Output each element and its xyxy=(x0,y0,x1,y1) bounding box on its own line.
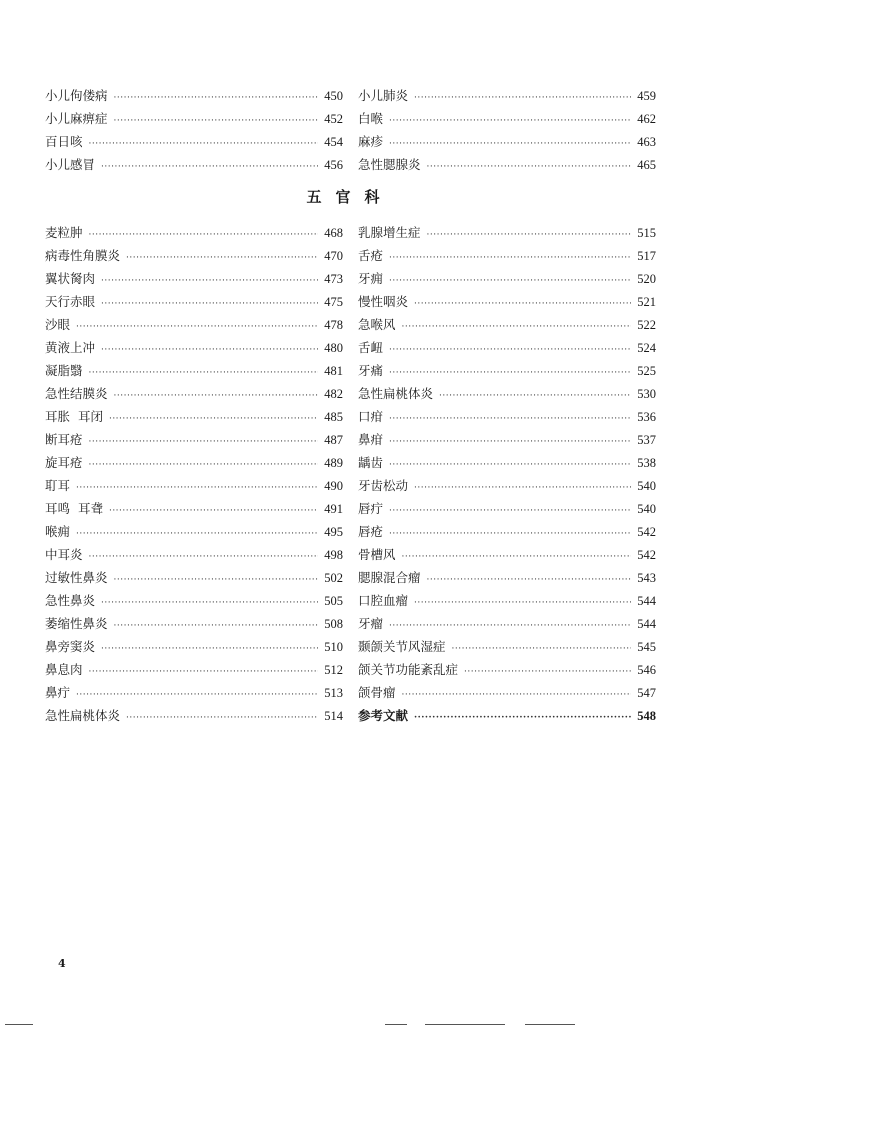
toc-entry-page: 452 xyxy=(324,112,343,126)
dot-leader xyxy=(109,408,318,431)
dot-leader xyxy=(126,707,318,730)
dot-leader xyxy=(402,684,632,707)
dot-leader xyxy=(101,638,318,661)
toc-entry-page: 530 xyxy=(637,387,656,401)
toc-entry-title: 慢性咽炎 xyxy=(358,294,409,309)
toc-entry-title: 百日咳 xyxy=(45,134,83,149)
toc-entry xyxy=(358,313,656,336)
dot-leader xyxy=(389,523,631,546)
dot-leader xyxy=(389,270,631,293)
toc-entry xyxy=(358,267,656,290)
toc-entry-title: 颌骨瘤 xyxy=(358,685,396,700)
toc-entry-title: 急性腮腺炎 xyxy=(358,157,421,172)
toc-entry-title: 喉痈 xyxy=(45,524,71,539)
toc-entry-page: 490 xyxy=(324,479,343,493)
toc-entry xyxy=(358,612,656,635)
toc-entry xyxy=(358,428,656,451)
toc-entry-title: 牙瘤 xyxy=(358,616,384,631)
toc-entry-title: 鼻息肉 xyxy=(45,662,83,677)
toc-entry xyxy=(358,704,656,727)
dot-leader xyxy=(101,339,318,362)
toc-entry-page: 470 xyxy=(324,249,343,263)
toc-entry-title: 小儿佝偻病 xyxy=(45,88,108,103)
toc-entry-page: 456 xyxy=(324,158,343,172)
toc-pediatrics-right xyxy=(358,84,656,176)
toc-entry xyxy=(358,221,656,244)
dot-leader xyxy=(89,546,319,569)
toc-entry-title: 耳胀 耳闭 xyxy=(45,409,103,424)
toc-entry-page: 495 xyxy=(324,525,343,539)
dot-leader xyxy=(101,592,318,615)
toc-entry xyxy=(45,497,343,520)
dot-leader xyxy=(114,385,319,408)
toc-entry-page: 482 xyxy=(324,387,343,401)
toc-entry-title: 颞颌关节风湿症 xyxy=(358,639,446,654)
scan-artifact-line xyxy=(425,1024,505,1025)
toc-entry-page: 525 xyxy=(637,364,656,378)
dot-leader xyxy=(402,316,632,339)
toc-entry xyxy=(45,566,343,589)
dot-leader xyxy=(126,247,318,270)
toc-entry xyxy=(45,704,343,727)
toc-entry-title: 急性扁桃体炎 xyxy=(45,708,121,723)
toc-entry-title: 唇疮 xyxy=(358,524,384,539)
toc-entry-page: 544 xyxy=(637,617,656,631)
scan-artifact-line xyxy=(385,1024,407,1025)
toc-pediatrics-left xyxy=(45,84,343,176)
dot-leader xyxy=(389,500,631,523)
toc-entry-title: 鼻疔 xyxy=(45,685,71,700)
toc-entry-page: 465 xyxy=(637,158,656,172)
toc-entry xyxy=(45,336,343,359)
dot-leader xyxy=(114,87,319,110)
toc-entry xyxy=(358,589,656,612)
toc-entry-page: 473 xyxy=(324,272,343,286)
toc-entry-page: 545 xyxy=(637,640,656,654)
toc-entry-title: 急性鼻炎 xyxy=(45,593,96,608)
toc-entry xyxy=(358,566,656,589)
dot-leader xyxy=(439,385,631,408)
toc-entry xyxy=(45,658,343,681)
toc-entry-title: 参考文献 xyxy=(358,708,409,723)
toc-entry xyxy=(358,336,656,359)
dot-leader xyxy=(389,339,631,362)
dot-leader xyxy=(389,133,631,156)
toc-entry xyxy=(358,107,656,130)
toc-entry xyxy=(45,451,343,474)
toc-entry-page: 463 xyxy=(637,135,656,149)
toc-entry-page: 547 xyxy=(637,686,656,700)
toc-entry-page: 505 xyxy=(324,594,343,608)
toc-wuguan-right xyxy=(358,221,656,727)
toc-entry xyxy=(45,313,343,336)
dot-leader xyxy=(101,293,318,316)
toc-entry-title: 颌关节功能紊乱症 xyxy=(358,662,459,677)
toc-entry-title: 急性扁桃体炎 xyxy=(358,386,434,401)
dot-leader xyxy=(389,408,631,431)
toc-entry-title: 急性结膜炎 xyxy=(45,386,108,401)
toc-entry-page: 489 xyxy=(324,456,343,470)
toc-entry-page: 480 xyxy=(324,341,343,355)
toc-entry-page: 521 xyxy=(637,295,656,309)
toc-entry-title: 龋齿 xyxy=(358,455,384,470)
toc-entry-page: 468 xyxy=(324,226,343,240)
dot-leader xyxy=(114,569,319,592)
toc-entry-title: 白喉 xyxy=(358,111,384,126)
toc-entry-title: 乳腺增生症 xyxy=(358,225,421,240)
toc-entry-title: 翼状胬肉 xyxy=(45,271,96,286)
dot-leader xyxy=(389,431,631,454)
toc-entry-page: 502 xyxy=(324,571,343,585)
toc-entry xyxy=(358,359,656,382)
dot-leader xyxy=(427,156,632,179)
toc-entry xyxy=(45,244,343,267)
toc-entry xyxy=(358,520,656,543)
toc-entry xyxy=(45,635,343,658)
toc-entry-title: 口腔血瘤 xyxy=(358,593,409,608)
dot-leader xyxy=(389,454,631,477)
dot-leader xyxy=(109,500,318,523)
toc-entry xyxy=(358,451,656,474)
toc-wuguan-left xyxy=(45,221,343,727)
toc-entry-title: 口疳 xyxy=(358,409,384,424)
toc-entry-page: 522 xyxy=(637,318,656,332)
toc-entry-title: 黄液上冲 xyxy=(45,340,96,355)
toc-entry-page: 475 xyxy=(324,295,343,309)
dot-leader xyxy=(114,110,319,133)
toc-entry xyxy=(45,474,343,497)
dot-leader xyxy=(89,431,319,454)
toc-entry-title: 唇疔 xyxy=(358,501,384,516)
toc-entry xyxy=(45,589,343,612)
toc-entry-title: 过敏性鼻炎 xyxy=(45,570,108,585)
dot-leader xyxy=(89,454,319,477)
toc-entry-page: 498 xyxy=(324,548,343,562)
toc-entry-page: 536 xyxy=(637,410,656,424)
toc-entry xyxy=(358,84,656,107)
toc-entry-page: 481 xyxy=(324,364,343,378)
toc-entry-title: 小儿感冒 xyxy=(45,157,96,172)
toc-entry-title: 舌衄 xyxy=(358,340,384,355)
dot-leader xyxy=(76,523,318,546)
toc-entry xyxy=(358,244,656,267)
toc-entry-title: 萎缩性鼻炎 xyxy=(45,616,108,631)
toc-entry xyxy=(358,382,656,405)
toc-entry-title: 鼻旁窦炎 xyxy=(45,639,96,654)
toc-entry-title: 鼻疳 xyxy=(358,432,384,447)
dot-leader xyxy=(89,661,319,684)
dot-leader xyxy=(89,362,319,385)
toc-entry xyxy=(45,84,343,107)
toc-entry xyxy=(358,474,656,497)
toc-entry-title: 病毒性角膜炎 xyxy=(45,248,121,263)
toc-entry-title: 麦粒肿 xyxy=(45,225,83,240)
dot-leader xyxy=(389,247,631,270)
toc-entry-title: 小儿肺炎 xyxy=(358,88,409,103)
toc-entry-page: 513 xyxy=(324,686,343,700)
dot-leader xyxy=(76,316,318,339)
scan-artifact-line xyxy=(525,1024,575,1025)
toc-entry xyxy=(358,658,656,681)
toc-entry-title: 麻疹 xyxy=(358,134,384,149)
toc-entry xyxy=(45,107,343,130)
toc-entry-title: 旋耳疮 xyxy=(45,455,83,470)
dot-leader xyxy=(427,224,632,247)
toc-entry-title: 牙痛 xyxy=(358,363,384,378)
toc-entry-page: 542 xyxy=(637,548,656,562)
dot-leader xyxy=(464,661,631,684)
toc-entry xyxy=(358,681,656,704)
toc-entry xyxy=(45,267,343,290)
toc-entry-title: 急喉风 xyxy=(358,317,396,332)
toc-entry-page: 542 xyxy=(637,525,656,539)
toc-entry-page: 540 xyxy=(637,502,656,516)
toc-entry-page: 517 xyxy=(637,249,656,263)
dot-leader xyxy=(101,156,318,179)
toc-entry-page: 512 xyxy=(324,663,343,677)
toc-entry xyxy=(45,382,343,405)
toc-entry xyxy=(45,543,343,566)
toc-entry-page: 510 xyxy=(324,640,343,654)
toc-entry-page: 459 xyxy=(637,89,656,103)
toc-entry-title: 耳鸣 耳聋 xyxy=(45,501,103,516)
toc-entry xyxy=(45,520,343,543)
dot-leader xyxy=(414,87,631,110)
toc-entry xyxy=(45,153,343,176)
toc-entry-page: 478 xyxy=(324,318,343,332)
toc-entry-page: 543 xyxy=(637,571,656,585)
scan-artifact-line xyxy=(5,1024,33,1025)
toc-entry xyxy=(358,543,656,566)
toc-entry-title: 天行赤眼 xyxy=(45,294,96,309)
toc-entry xyxy=(358,290,656,313)
toc-entry-page: 546 xyxy=(637,663,656,677)
toc-entry-page: 462 xyxy=(637,112,656,126)
toc-entry-title: 耵耳 xyxy=(45,478,71,493)
toc-entry-page: 520 xyxy=(637,272,656,286)
dot-leader xyxy=(414,293,631,316)
page-number: 4 xyxy=(58,957,66,970)
toc-entry xyxy=(45,221,343,244)
toc-entry-page: 524 xyxy=(637,341,656,355)
dot-leader xyxy=(101,270,318,293)
dot-leader xyxy=(427,569,632,592)
dot-leader xyxy=(76,477,318,500)
toc-entry-page: 508 xyxy=(324,617,343,631)
toc-entry-page: 538 xyxy=(637,456,656,470)
toc-entry-title: 凝脂翳 xyxy=(45,363,83,378)
dot-leader xyxy=(414,477,631,500)
toc-entry-title: 牙痈 xyxy=(358,271,384,286)
toc-entry xyxy=(358,405,656,428)
toc-entry-page: 515 xyxy=(637,226,656,240)
toc-entry-page: 544 xyxy=(637,594,656,608)
toc-entry xyxy=(358,153,656,176)
toc-entry-title: 中耳炎 xyxy=(45,547,83,562)
dot-leader xyxy=(402,546,632,569)
dot-leader xyxy=(452,638,632,661)
toc-entry-page: 450 xyxy=(324,89,343,103)
toc-entry-page: 514 xyxy=(324,709,343,723)
toc-entry-title: 牙齿松动 xyxy=(358,478,409,493)
toc-entry xyxy=(45,130,343,153)
toc-entry xyxy=(45,612,343,635)
toc-entry-page: 548 xyxy=(637,709,656,723)
toc-entry-title: 舌疮 xyxy=(358,248,384,263)
toc-entry-title: 骨槽风 xyxy=(358,547,396,562)
dot-leader xyxy=(89,224,319,247)
toc-entry xyxy=(358,130,656,153)
dot-leader xyxy=(89,133,319,156)
toc-entry-page: 454 xyxy=(324,135,343,149)
toc-entry xyxy=(45,405,343,428)
dot-leader xyxy=(414,707,631,730)
toc-entry-page: 537 xyxy=(637,433,656,447)
dot-leader xyxy=(389,110,631,133)
toc-entry xyxy=(358,635,656,658)
dot-leader xyxy=(414,592,631,615)
toc-entry xyxy=(45,428,343,451)
dot-leader xyxy=(114,615,319,638)
section-heading: 五官科 xyxy=(306,188,394,206)
toc-entry-title: 小儿麻痹症 xyxy=(45,111,108,126)
toc-entry xyxy=(45,681,343,704)
toc-entry-title: 沙眼 xyxy=(45,317,71,332)
toc-entry xyxy=(358,497,656,520)
toc-entry xyxy=(45,359,343,382)
toc-entry-title: 腮腺混合瘤 xyxy=(358,570,421,585)
toc-entry-page: 540 xyxy=(637,479,656,493)
toc-entry-page: 487 xyxy=(324,433,343,447)
toc-entry xyxy=(45,290,343,313)
toc-entry-title: 断耳疮 xyxy=(45,432,83,447)
toc-entry-page: 491 xyxy=(324,502,343,516)
toc-entry-page: 485 xyxy=(324,410,343,424)
